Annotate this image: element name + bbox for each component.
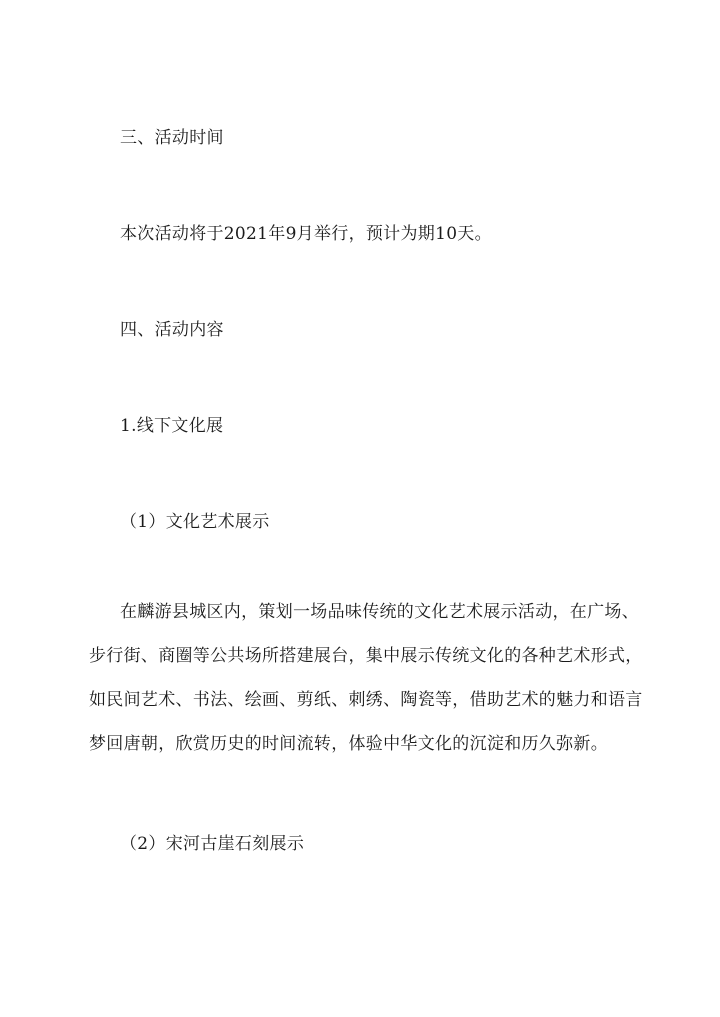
art-display-paragraph xyxy=(89,590,643,766)
activity-time-text: 本次活动将于2021年9月举行，预计为期10天。 xyxy=(120,224,492,244)
section-heading-activity-content: 四、活动内容 xyxy=(120,320,224,340)
item-heading-offline-exhibition: 1.线下文化展 xyxy=(120,416,224,436)
subheading-art-display: （1）文化艺术展示 xyxy=(120,512,270,532)
paragraph-line: 步行街、商圈等公共场所搭建展台，集中展示传统文化的各种艺术形式， xyxy=(89,646,643,666)
section-heading-activity-time: 三、活动时间 xyxy=(120,128,224,148)
subheading-cliff-carving-display: （2）宋河古崖石刻展示 xyxy=(120,834,305,854)
paragraph-line: 梦回唐朝，欣赏历史的时间流转，体验中华文化的沉淀和历久弥新。 xyxy=(89,734,608,754)
paragraph-line: 在麟游县城区内，策划一场品味传统的文化艺术展示活动，在广场、 xyxy=(120,602,639,622)
paragraph-line: 如民间艺术、书法、绘画、剪纸、刺绣、陶瓷等，借助艺术的魅力和语言 xyxy=(89,690,643,710)
